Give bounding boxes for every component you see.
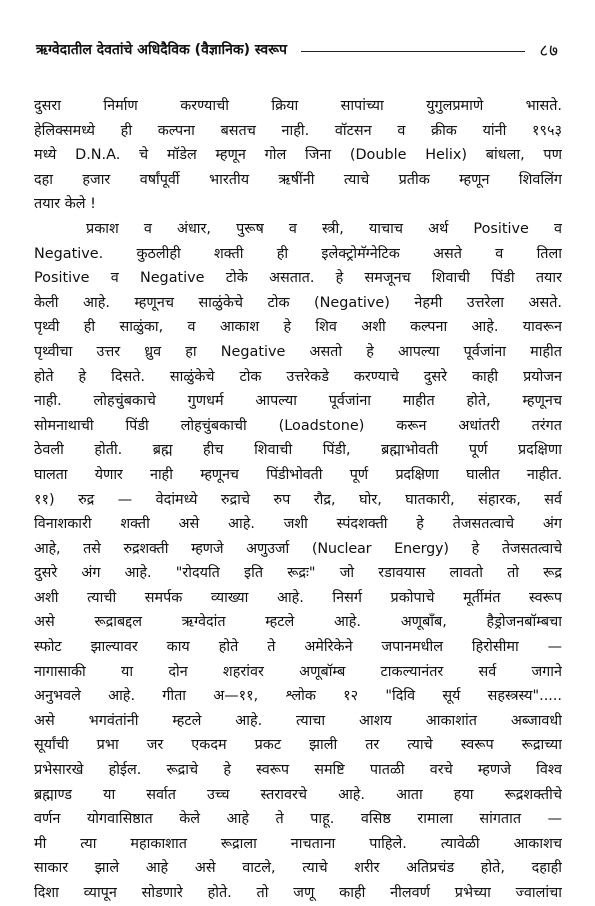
text-line: मी त्या महाकाशात रूद्राला नाचताना पाहिले. त्यावेळी आकाशच: [34, 835, 562, 852]
text-line: ब्रह्माण्ड या सर्वात उच्च स्तरावरचे आहे. आता हया रूद्रशक्तीचे: [34, 786, 562, 803]
text-line: घालता येणार नाही म्हणूनच पिंडीभोवती पूर्ण प्रदक्षिणा घालीत नाहीत.: [34, 466, 562, 483]
header-rule: [301, 51, 525, 52]
section-heading-line: ११) रुद्र — वेदांमध्ये रुद्राचे रुप रौद्र, घोर, घातकारी, संहारक, सर्व: [34, 491, 562, 508]
text-line: सोमनाथाची पिंडी लोहचुंबकाची (Loadstone) करून अधांतरी तरंगत: [34, 417, 562, 434]
text-line: पृथ्वीचा उत्तर ध्रुव हा Negative असतो हे आपल्या पूर्वजांना माहीत: [34, 343, 562, 360]
text-line: असे भगवंतांनी म्हटले आहे. त्याचा आशय आकाशांत अब्जावधी: [34, 712, 562, 729]
page-number: ८७: [539, 40, 559, 61]
text-line: Negative. कुठलीही शक्ती ही इलेक्ट्रोमॅग्नेटिक असते व तिला: [34, 245, 562, 262]
text-line: मध्ये D.N.A. चे मॉडेल म्हणून गोल जिना (Double Helix) बांधला, पण: [34, 147, 562, 164]
text-line: तयार केले !: [34, 196, 96, 213]
text-line: असे रूद्राबद्दल ऋग्वेदांत म्हटले आहे. अणूबॉंब, हैड्रोजनबॉम्बचा: [34, 614, 562, 631]
text-line: आहे, तसे रुद्रशक्ती म्हणजे अणुउर्जा (Nuclear Energy) हे तेजसतत्वाचे: [34, 540, 562, 557]
text-line: दुसरा निर्माण करण्याची क्रिया सापांच्या युगुलप्रमाणे भासते.: [34, 98, 562, 114]
header-title: ऋग्वेदातील देवतांचे अधिदैविक (वैज्ञानिक) स्वरूप: [36, 41, 287, 58]
body-text: [34, 94, 562, 906]
text-line: दहा हजार वर्षांपूर्वी भारतीय ऋषींनी त्याचे प्रतीक म्हणून शिवलिंग: [34, 171, 562, 188]
text-line: पृथ्वी ही साळुंका, व आकाश हे शिव अशी कल्पना आहे. यावरून: [34, 319, 562, 336]
text-line: स्फोट झाल्यावर काय होते ते अमेरिकेने जपानमधील हिरोसीमा —: [34, 639, 562, 656]
text-line: सूर्यांची प्रभा जर एकदम प्रकट झाली तर त्याचे स्वरूप रूद्राच्या: [34, 737, 562, 754]
text-line: नागासाकी या दोन शहरांवर अणूबॉम्ब टाकल्यानंतर सर्व जगाने: [34, 663, 562, 680]
text-line: केली आहे. म्हणूनच साळुंकेचे टोक (Negative) नेहमी उत्तरेला असते.: [34, 294, 562, 311]
text-line: प्रकाश व अंधार, पुरूष व स्त्री, याचाच अर्थ Positive व: [86, 220, 562, 237]
text-line: प्रभेसारखे होईल. रूद्राचे हे स्वरूप समष्टि पातळी वरचे म्हणजे विश्व: [34, 762, 562, 779]
text-line: विनाशकारी शक्ती असे आहे. जशी स्पंदशक्ती हे तेजसतत्वाचे अंग: [34, 516, 562, 533]
text-line: होते हे दिसते. साळुंकेचे टोक उत्तरेकडे करण्याचे दुसरे काही प्रयोजन: [34, 368, 562, 385]
running-header: [36, 38, 559, 60]
text-line: अशी त्याची समर्पक व्याख्या आहे. निसर्ग प्रकोपाचे मूर्तीमंत स्वरूप: [34, 589, 562, 606]
text-line: वर्णन योगवासिष्ठात केले आहे ते पाहू. वसिष्ठ रामाला सांगतात —: [34, 811, 562, 828]
text-line: हेलिक्समध्ये ही कल्पना बसतच नाही. वॉटसन व क्रीक यांनी १९५३: [34, 122, 562, 139]
text-line: नाही. लोहचुंबकाचे गुणधर्म आपल्या पूर्वजांना माहीत होते, म्हणूनच: [34, 393, 562, 410]
text-line: दुसरे अंग आहे. "रोदयति इति रूद्रः" जो रडावयास लावतो तो रूद्र: [34, 565, 562, 582]
text-line: दिशा व्यापून सोडणारे होते. तो जणू काही नीलवर्ण प्रभेच्या ज्वालांचा: [34, 885, 562, 901]
text-line: ठेवली होती. ब्रह्म हीच शिवाची पिंडी, ब्रह्माभोवती पूर्ण प्रदक्षिणा: [34, 442, 562, 459]
text-line: Positive व Negative टोके असतात. हे समजूनच शिवाची पिंडी तयार: [34, 270, 562, 287]
text-line: अनुभवले आहे. गीता अ—११, श्लोक १२ "दिवि सूर्य सहस्त्रस्य".....: [34, 688, 562, 705]
text-line: साकार झाले आहे असे वाटले, त्याचे शरीर अतिप्रचंड होते, दहाही: [34, 860, 562, 877]
